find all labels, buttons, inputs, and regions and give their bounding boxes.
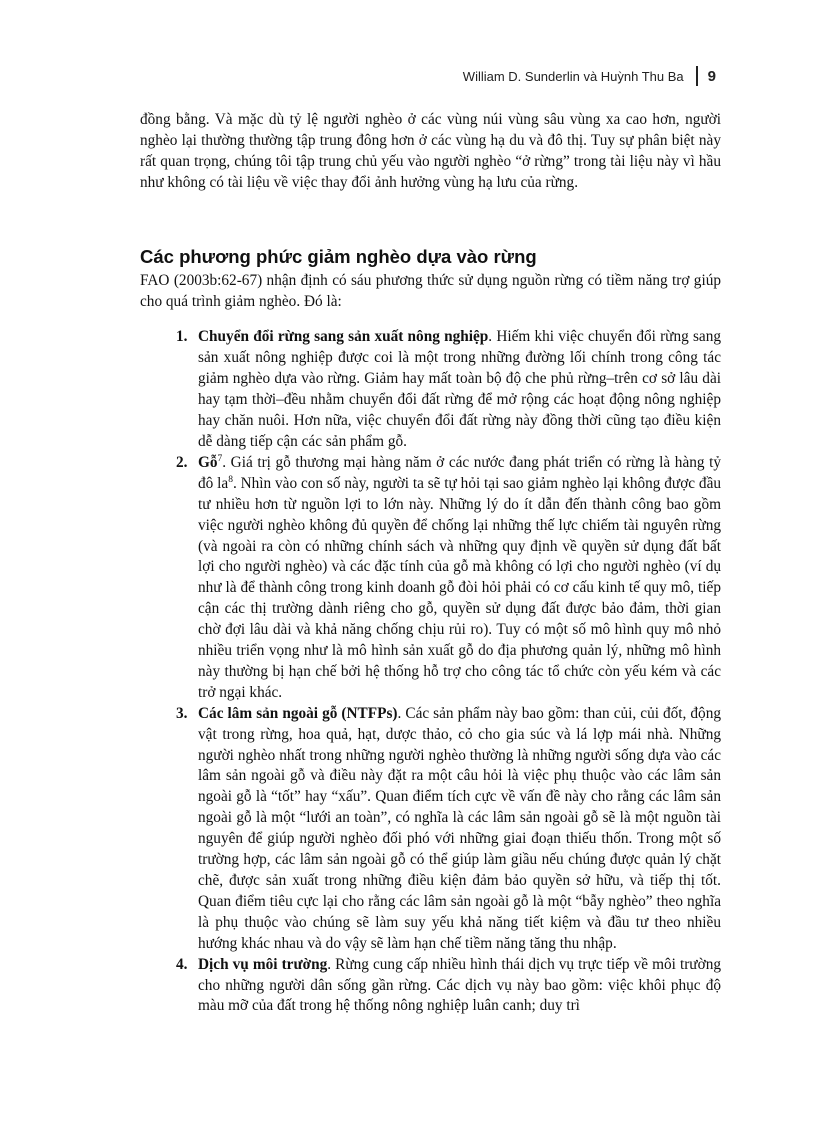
- list-item-title: Các lâm sản ngoài gỗ (NTFPs): [198, 704, 398, 722]
- list-item-text: . Hiếm khi việc chuyển đổi rừng sang sản xuất nông nghiệp được coi là một trong những đường lối chính trong công tác giảm nghèo dựa vào rừng. Giảm hay mất toàn bộ độ che phủ rừng–trên cơ sở lâu dài hay tạm thời–đều nhằm chuyển đổi đất rừng để mở rộng các hoạt động nông nghiệp hay chăn nuôi. Hơn nữa, việc chuyển đổi đất rừng này đồng thời cũng tạo điều kiện dễ dàng tiếp cận các sản phẩm gỗ.: [198, 328, 722, 450]
- list-item-text: . Giá trị gỗ thương mại hàng năm ở các nước đang phát triển có rừng là hàng tỷ đô la: [198, 453, 721, 492]
- list-item-number: 1.: [176, 328, 188, 346]
- intro-paragraph: đồng bằng. Và mặc dù tỷ lệ người nghèo ở các vùng núi vùng sâu vùng xa cao hơn, người nghèo lại thường thường tập trung đông hơn ở các vùng hạ du và đô thị. Tuy sự phân biệt này rất quan trọng, chúng tôi tập trung chủ yếu vào người nghèo “ở rừng” trong tài liệu này vì hầu như không có tài liệu về việc thay đổi ảnh hưởng vùng hạ lưu của rừng.: [140, 111, 721, 191]
- footnote-ref: 7: [217, 453, 223, 464]
- section-heading: Các phương phức giảm nghèo dựa vào rừng: [140, 245, 537, 267]
- approach-list: [140, 327, 721, 1017]
- running-header: [463, 66, 716, 86]
- list-item-text: . Rừng cung cấp nhiều hình thái dịch vụ trực tiếp về môi trường cho những người dân sống gần rừng. Các dịch vụ này bao gồm: việc khôi phục độ màu mỡ của đất trong hệ thống nông nghiệp luân canh; duy trì: [198, 955, 721, 1015]
- list-item-number: 3.: [176, 704, 188, 722]
- section-lead-paragraph: FAO (2003b:62-67) nhận định có sáu phương thức sử dụng nguồn rừng có tiềm năng trợ giúp cho quá trình giảm nghèo. Đó là:: [140, 271, 721, 310]
- list-item: [140, 453, 721, 704]
- page-body: [140, 110, 721, 1017]
- header-author: William D. Sunderlin và Huỳnh Thu Ba: [462, 68, 684, 84]
- list-item-title: Chuyển đổi rừng sang sản xuất nông nghiệp: [198, 328, 489, 346]
- list-item-title: Gỗ: [198, 453, 218, 471]
- footnote-ref: 8: [228, 474, 233, 485]
- list-item-number: 2.: [176, 453, 188, 471]
- header-divider: [696, 66, 698, 86]
- page-number: 9: [707, 67, 716, 85]
- list-item: [140, 955, 721, 1018]
- list-item-text: . Các sản phẩm này bao gồm: than củi, củi đốt, động vật trong rừng, hoa quả, hạt, dược thảo, cỏ cho gia súc và lá lợp mái nhà. Những người nghèo nhất trong những người nghèo thường là những người sống dựa vào các lâm sản ngoài gỗ và điều này đặt ra một câu hỏi là việc phụ thuộc vào các lâm sản ngoài gỗ là “tốt” hay “xấu”. Quan điểm tích cực về vấn đề này cho rằng các lâm sản ngoài gỗ là một “lưới an toàn”, có nghĩa là các lâm sản ngoài gỗ sẽ là một nguồn tài nguyên để giúp người nghèo đối phó với những giai đoạn thiếu thốn. Trong một số trường hợp, các lâm sản ngoài gỗ có thể giúp làm giầu nếu chúng được quản lý chặt chẽ, được sản xuất trong những điều kiện đảm bảo quyền sở hữu, và tiếp thị tốt. Quan điểm tiêu cực lại cho rằng các lâm sản ngoài gỗ là một “bẫy nghèo” theo nghĩa là phụ thuộc vào chúng sẽ làm suy yếu khả năng tiết kiệm và đầu tư theo nhiều hướng khác nhau và do vậy sẽ làm hạn chế tiềm năng tăng thu nhập.: [198, 704, 721, 952]
- list-item-number: 4.: [176, 955, 188, 973]
- list-item: [140, 327, 721, 452]
- list-item: [140, 704, 721, 955]
- list-item-text: . Nhìn vào con số này, người ta sẽ tự hỏi tại sao giảm nghèo lại không được đầu tư nhiều hơn từ nguồn lợi to lớn này. Những lý do ít dẫn đến thành công bao gồm việc người nghèo không đủ quyền để chống lại những thế lực chiếm tài nguyên rừng (và ngoài ra còn có những chính sách và những quy định về quyền sử dụng đất bất lợi cho người nghèo) và các đặc tính của gỗ mà không có lợi cho người nghèo (ví dụ như là để thành công trong kinh doanh gỗ đòi hỏi phải có cơ cấu kinh tế quy mô, tiếp cận các thị trường dành riêng cho gỗ, quyền sử dụng đất được bảo đảm, thời gian chờ đợi lâu dài và khả năng chống chịu rủi ro). Tuy có một số mô hình quy mô nhỏ nhiều triển vọng như là mô hình sản xuất gỗ do địa phương quản lý, những mô hình này thường bị hạn chế bởi hệ thống hỗ trợ cho công tác tổ chức còn yếu kém và các trở ngại khác.: [198, 474, 722, 701]
- list-item-title: Dịch vụ môi trường: [198, 955, 328, 973]
